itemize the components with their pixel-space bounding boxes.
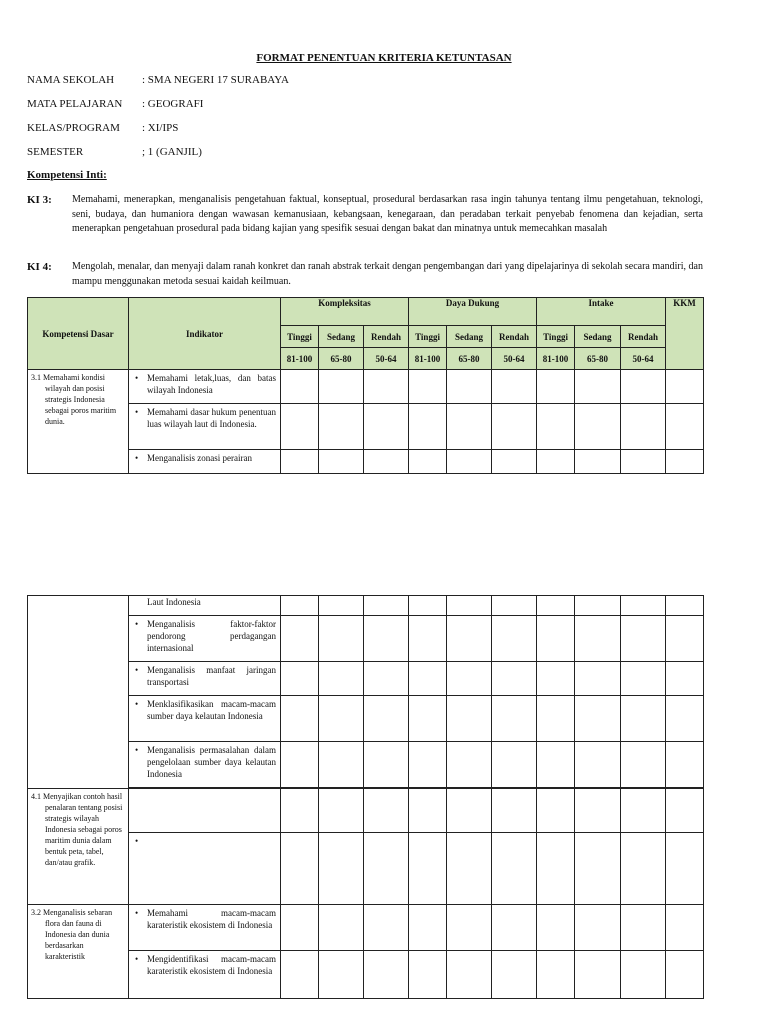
indikator-text: Menklasifikasikan macam-macam sumber daya kelautan Indonesia bbox=[147, 699, 276, 721]
kd-text: 3.1 Memahami kondisi wilayah dan posisi strategis Indonesia sebagai poros maritim dunia. bbox=[31, 373, 117, 426]
header-intake: Intake bbox=[537, 298, 666, 326]
meta-value: ; 1 (GANJIL) bbox=[142, 146, 202, 158]
range-mid: 65-80 bbox=[319, 348, 364, 370]
table-row bbox=[28, 905, 704, 951]
level-rendah: Rendah bbox=[364, 326, 409, 348]
level-rendah: Rendah bbox=[492, 326, 537, 348]
range-low: 50-64 bbox=[492, 348, 537, 370]
level-sedang: Sedang bbox=[319, 326, 364, 348]
kd-text: 3.2 Menganalisis sebaran flora dan fauna di Indonesia dan dunia berdasarkan karakteristik bbox=[31, 908, 113, 961]
table-row bbox=[28, 696, 704, 742]
ki-3 bbox=[27, 193, 703, 237]
range-mid: 65-80 bbox=[447, 348, 492, 370]
indikator-cell bbox=[129, 616, 281, 662]
bullet-icon: • bbox=[135, 453, 139, 463]
meta-label: NAMA SEKOLAH bbox=[27, 74, 115, 86]
kd-cell bbox=[28, 789, 129, 905]
table-row bbox=[28, 833, 704, 905]
range-high: 81-100 bbox=[281, 348, 319, 370]
indikator-cell bbox=[129, 905, 281, 951]
level-tinggi: Tinggi bbox=[537, 326, 575, 348]
header-kkm: KKM bbox=[666, 298, 704, 370]
range-high: 81-100 bbox=[537, 348, 575, 370]
kkm-table-page2 bbox=[27, 595, 704, 999]
kd-cell-continued bbox=[28, 596, 129, 789]
indikator-cell bbox=[129, 789, 281, 833]
bullet-icon: • bbox=[135, 836, 139, 846]
indikator-cell bbox=[129, 404, 281, 450]
table-row bbox=[28, 370, 704, 404]
meta-label: KELAS/PROGRAM bbox=[27, 122, 120, 134]
table-row bbox=[28, 450, 704, 474]
indikator-cell bbox=[129, 951, 281, 999]
ki-code: KI 4: bbox=[27, 261, 52, 273]
range-low: 50-64 bbox=[364, 348, 409, 370]
indikator-cell bbox=[129, 370, 281, 404]
bullet-icon: • bbox=[135, 954, 139, 964]
bullet-icon: • bbox=[135, 745, 139, 755]
indikator-text: Menganalisis faktor-faktor pendorong perdagangan internasional bbox=[147, 619, 276, 653]
header-kd: Kompetensi Dasar bbox=[28, 298, 129, 370]
ki-heading: Kompetensi Inti: bbox=[27, 169, 107, 181]
meta-value: : GEOGRAFI bbox=[142, 98, 204, 110]
indikator-text: Memahami dasar hukum penentuan luas wilayah laut di Indonesia. bbox=[147, 407, 276, 429]
indikator-cell bbox=[129, 696, 281, 742]
ki-text: Memahami, menerapkan, menganalisis pengetahuan faktual, konseptual, prosedural berdasarkan rasa ingin tahunya tentang ilmu pengetahuan, teknologi, seni, budaya, dan humaniora dengan wawasan kemanusiaan, kebangsaan, kenegaraan, dan peradaban terkait penyebab fenomena dan kejadian, serta menerapkan pengetahuan prosedural pada bidang kajian yang spesifik sesuai dengan bakat dan minatnya untuk memecahkan masalah bbox=[72, 194, 703, 234]
indikator-cell bbox=[129, 596, 281, 616]
indikator-text: Mengidentifikasi macam-macam karateristik ekosistem di Indonesia bbox=[147, 954, 276, 976]
level-tinggi: Tinggi bbox=[281, 326, 319, 348]
range-mid: 65-80 bbox=[575, 348, 621, 370]
indikator-text: Memahami macam-macam karateristik ekosistem di Indonesia bbox=[147, 908, 276, 930]
indikator-cell bbox=[129, 833, 281, 905]
table-row bbox=[28, 951, 704, 999]
indikator-text: Menganalisis permasalahan dalam pengelolaan sumber daya kelautan Indonesia bbox=[147, 745, 276, 779]
meta-value: : SMA NEGERI 17 SURABAYA bbox=[142, 74, 289, 86]
meta-label: SEMESTER bbox=[27, 146, 84, 158]
indikator-text: Menganalisis zonasi perairan bbox=[147, 453, 252, 463]
meta-value: : XI/IPS bbox=[142, 122, 179, 134]
level-sedang: Sedang bbox=[447, 326, 492, 348]
kkm-table-page1 bbox=[27, 297, 704, 474]
bullet-icon: • bbox=[135, 619, 139, 629]
indikator-text: Laut Indonesia bbox=[147, 597, 201, 607]
indikator-text: Memahami letak,luas, dan batas wilayah Indonesia bbox=[147, 373, 276, 395]
kd-text: 4.1 Menyajikan contoh hasil penalaran tentang posisi strategis wilayah Indonesia sebagai poros maritim dunia dalam bentuk peta, tabel, dan/atau grafik. bbox=[31, 792, 123, 867]
level-sedang: Sedang bbox=[575, 326, 621, 348]
ki-4 bbox=[27, 260, 703, 289]
meta-row-subject bbox=[27, 98, 203, 110]
meta-label: MATA PELAJARAN bbox=[27, 98, 123, 110]
header-kompleksitas: Kompleksitas bbox=[281, 298, 409, 326]
meta-row-semester bbox=[27, 146, 202, 158]
indikator-cell bbox=[129, 662, 281, 696]
indikator-cell bbox=[129, 450, 281, 474]
bullet-icon: • bbox=[135, 407, 139, 417]
ki-text: Mengolah, menalar, dan menyaji dalam ranah konkret dan ranah abstrak terkait dengan pengembangan dari yang dipelajarinya di sekolah secara mandiri, dan mampu menggunakan metoda sesuai kaidah keilmuan. bbox=[72, 261, 703, 287]
table-row bbox=[28, 789, 704, 833]
kd-cell bbox=[28, 905, 129, 999]
range-high: 81-100 bbox=[409, 348, 447, 370]
kd-cell bbox=[28, 370, 129, 474]
ki-code: KI 3: bbox=[27, 194, 52, 206]
meta-row-school bbox=[27, 74, 289, 86]
indikator-cell bbox=[129, 742, 281, 788]
table-row bbox=[28, 662, 704, 696]
bullet-icon: • bbox=[135, 665, 139, 675]
level-rendah: Rendah bbox=[621, 326, 666, 348]
table-row bbox=[28, 742, 704, 788]
document-title: FORMAT PENENTUAN KRITERIA KETUNTASAN bbox=[256, 52, 512, 64]
table-row bbox=[28, 596, 704, 616]
meta-row-class bbox=[27, 122, 178, 134]
header-indikator: Indikator bbox=[129, 298, 281, 370]
bullet-icon: • bbox=[135, 908, 139, 918]
bullet-icon: • bbox=[135, 373, 139, 383]
level-tinggi: Tinggi bbox=[409, 326, 447, 348]
table-row bbox=[28, 404, 704, 450]
indikator-text: Menganalisis manfaat jaringan transportasi bbox=[147, 665, 276, 687]
bullet-icon: • bbox=[135, 699, 139, 709]
range-low: 50-64 bbox=[621, 348, 666, 370]
header-daya-dukung: Daya Dukung bbox=[409, 298, 537, 326]
table-row bbox=[28, 616, 704, 662]
